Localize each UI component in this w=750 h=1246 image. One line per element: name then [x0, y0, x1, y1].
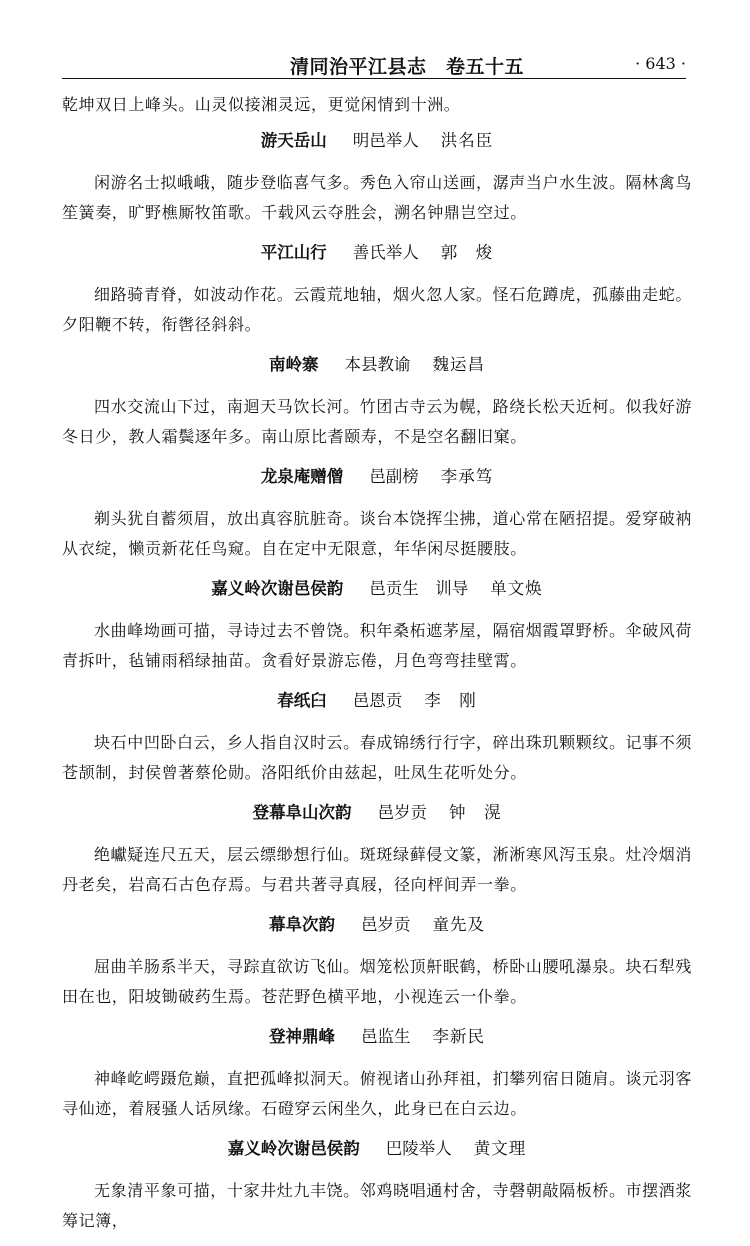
- poem-text: 剃头犹自蓄须眉，放出真容肮脏奇。谈台本饶挥尘拂，道心常在陋招提。爱穿破衲从衣绽，懒贡新花任鸟窥。自在定中无限意，年华闲尽挺腰肢。: [62, 509, 692, 558]
- poem-author-role: 本县教谕: [344, 355, 411, 374]
- poem-title: 平江山行: [260, 243, 327, 262]
- poem-title: 嘉义岭次谢邑侯韵: [211, 579, 344, 598]
- poem-author-role: 明邑举人: [352, 131, 419, 150]
- poem-title: 龙泉庵赠僧: [260, 467, 344, 486]
- poem-title: 登幕阜山次韵: [252, 803, 352, 822]
- poem-heading: [62, 462, 692, 492]
- poem: [62, 350, 692, 452]
- poem-author-role: 邑监生: [361, 1027, 411, 1046]
- poem: [62, 1134, 692, 1236]
- page-body: [62, 90, 692, 1246]
- poem-text: 闲游名士拟峨峨，随步登临喜气多。秀色入帘山送画，潺声当户水生波。隔林禽鸟笙簧奏，旷野樵厮牧笛歌。千载风云夺胜会，溯名钟鼎岂空过。: [62, 173, 692, 222]
- poem-title: 春纸臼: [277, 691, 327, 710]
- book-title: 清同治平江县志 卷五十五: [290, 56, 525, 78]
- poem-author-role: 巴陵举人: [385, 1139, 452, 1158]
- poem-text: 细路骑青脊，如波动作花。云霞荒地轴，烟火忽人家。怪石危蹲虎，孤藤曲走蛇。夕阳鞭不转，衔辔径斜斜。: [62, 285, 692, 334]
- poem: [62, 126, 692, 228]
- poem-author: 李 刚: [424, 691, 477, 710]
- poem-text: 水曲峰坳画可描，寻诗过去不曾饶。积年桑柘遮茅屋，隔宿烟霞罩野桥。伞破风荷青拆叶，毡铺雨稻绿抽苗。贪看好景游忘倦，月色弯弯挂壁霄。: [62, 621, 692, 670]
- poem-text: 四水交流山下过，南迴天马饮长河。竹团古寺云为幌，路绕长松天近柯。似我好游冬日少，教人霜鬓逐年多。南山原比耆颐寿，不是空名翻旧窠。: [62, 397, 692, 446]
- opening-line: 乾坤双日上峰头。山灵似接湘灵远，更觉闲情到十洲。: [62, 95, 461, 114]
- poem-author: 洪名臣: [440, 131, 494, 150]
- poem-title: 登神鼎峰: [269, 1027, 335, 1046]
- poem-author: 童先及: [432, 915, 485, 934]
- poem-author: 郭 焌: [440, 243, 494, 262]
- poem-text: 块石中凹卧白云，乡人指自汉时云。春成锦绣行行字，碎出珠玑颗颗纹。记事不须苍颉制，封侯曾著蔡伦勋。洛阳纸价由兹起，吐凤生花听处分。: [62, 733, 692, 782]
- page-header: [62, 46, 686, 79]
- poem-text: 绝巘疑连尺五天，层云缥缈想行仙。斑斑绿藓侵文篆，淅淅寒风泻玉泉。灶冷烟消丹老矣，岩高石古色存焉。与君共著寻真屐，径向枰间弄一拳。: [62, 845, 692, 894]
- poem-heading: [62, 910, 692, 940]
- poem: [62, 798, 692, 900]
- poem-heading: [62, 798, 692, 828]
- poem-author-role: 邑贡生 训导: [369, 579, 469, 598]
- poem-author: 魏运昌: [432, 355, 485, 374]
- poem-title: 嘉义岭次谢邑侯韵: [227, 1139, 360, 1158]
- poem-heading: [62, 126, 692, 156]
- poem: [62, 1022, 692, 1124]
- poem-text: 神峰屹崿蹑危巅，直把孤峰拟洞天。俯视诸山孙拜祖，扪攀列宿日随肩。谈元羽客寻仙迹，着屐骚人话夙缘。石磴穿云闲坐久，此身已在白云边。: [62, 1069, 692, 1118]
- poem-author: 单文焕: [490, 579, 543, 598]
- page-number: · 643 ·: [635, 54, 686, 73]
- poem: [62, 574, 692, 676]
- poem-author: 李承笃: [440, 467, 494, 486]
- poem-heading: [62, 686, 692, 716]
- poem-text: 屈曲羊肠系半天，寻踪直欲访飞仙。烟笼松顶鼾眠鹤，桥卧山腰吼瀑泉。块石犁残田在也，阳坡锄破药生焉。苍茫野色横平地，小视连云一仆拳。: [62, 957, 692, 1006]
- poem: [62, 910, 692, 1012]
- poem-author: 钟 滉: [449, 803, 502, 822]
- poem-title: 游天岳山: [260, 131, 327, 150]
- poem-heading: [62, 574, 692, 604]
- poem-heading: [62, 1022, 692, 1052]
- poem: [62, 238, 692, 340]
- poem: [62, 686, 692, 788]
- poem-author-role: 邑岁贡: [377, 803, 427, 822]
- poem-heading: [62, 1134, 692, 1164]
- poem: [62, 462, 692, 564]
- poem-title: 南岭寨: [269, 355, 319, 374]
- poem-author-role: 邑副榜: [369, 467, 419, 486]
- poem-title: 幕阜次韵: [269, 915, 335, 934]
- poem-author-role: 善氏举人: [352, 243, 419, 262]
- poem-author: 李新民: [432, 1027, 485, 1046]
- poem-author-role: 邑岁贡: [361, 915, 411, 934]
- poem-author-role: 邑恩贡: [352, 691, 403, 710]
- poem-text: 无象清平象可描，十家井灶九丰饶。邻鸡晓唱通村舍，寺磬朝敲隔板桥。市摆酒浆筹记簿，: [62, 1181, 692, 1230]
- poem-heading: [62, 238, 692, 268]
- poem-author: 黄文理: [473, 1139, 527, 1158]
- poem-heading: [62, 350, 692, 380]
